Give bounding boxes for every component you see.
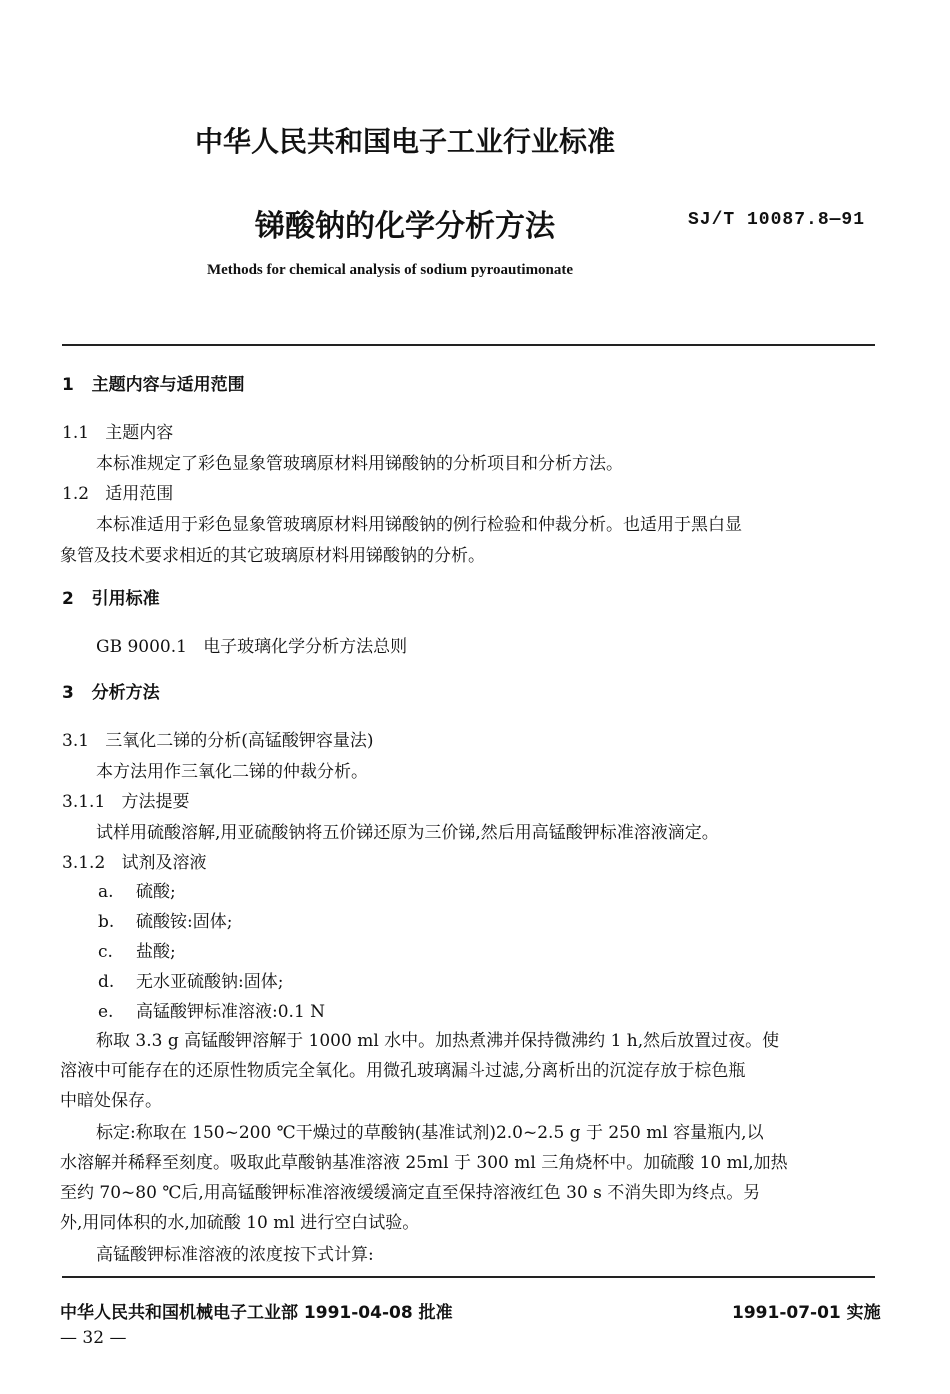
reagent-mark: b. [98, 912, 115, 932]
effective-date: 1991-07-01 实施 [732, 1303, 881, 1323]
section-3-1-1-heading [62, 787, 189, 812]
section-3-heading [62, 678, 160, 703]
section-3-1-heading [62, 726, 374, 751]
paragraph-preparation-line-2: 溶液中可能存在的还原性物质完全氧化。用微孔玻璃漏斗过滤,分离析出的沉淀存放于棕色瓶 [60, 1061, 746, 1081]
section-1-2-heading [62, 479, 173, 504]
section-1-number: 1 [62, 375, 74, 395]
reagent-item [98, 877, 176, 902]
reagent-item [98, 907, 232, 932]
reagent-text: 盐酸; [136, 942, 176, 962]
section-3-title: 分析方法 [91, 683, 160, 703]
reagent-item [98, 967, 283, 992]
standard-code: SJ/T 10087.8—91 [688, 210, 866, 230]
approval-line: 中华人民共和国机械电子工业部 1991-04-08 批准 [60, 1303, 453, 1323]
section-3-1-2-title: 试剂及溶液 [121, 853, 207, 873]
section-1-1-number: 1.1 [62, 423, 90, 443]
paragraph-calibration-line-3: 至约 70~80 ℃后,用高锰酸钾标准溶液缓缓滴定直至保持溶液红色 30 s 不消失即为终点。另 [60, 1183, 761, 1203]
header-divider [62, 344, 875, 346]
section-1-heading [62, 370, 245, 395]
reference-standard [96, 632, 407, 657]
section-3-1-number: 3.1 [62, 731, 90, 751]
document-title: 锑酸钠的化学分析方法 [255, 209, 555, 244]
section-1-2-paragraph-line-2: 象管及技术要求相近的其它玻璃原材料用锑酸钠的分析。 [60, 546, 485, 566]
section-3-number: 3 [62, 683, 74, 703]
paragraph-calibration-line-2: 水溶解并稀释至刻度。吸取此草酸钠基准溶液 25ml 于 300 ml 三角烧杯中。加硫酸 10 ml,加热 [60, 1153, 788, 1173]
section-3-1-2-number: 3.1.2 [62, 853, 106, 873]
section-1-2-title: 适用范围 [105, 484, 174, 504]
section-3-1-1-paragraph: 试样用硫酸溶解,用亚硫酸钠将五价锑还原为三价锑,然后用高锰酸钾标准溶液滴定。 [96, 823, 719, 843]
paragraph-preparation-line-3: 中暗处保存。 [60, 1091, 162, 1111]
reagent-text: 高锰酸钾标准溶液:0.1 N [136, 1002, 326, 1022]
section-2-number: 2 [62, 589, 74, 609]
reagent-item [98, 997, 325, 1022]
reagent-text: 硫酸; [136, 882, 176, 902]
section-3-1-2-heading [62, 848, 206, 873]
section-1-2-paragraph-line-1: 本标准适用于彩色显象管玻璃原材料用锑酸钠的例行检验和仲裁分析。也适用于黑白显 [96, 515, 742, 535]
paragraph-preparation-line-1: 称取 3.3 g 高锰酸钾溶解于 1000 ml 水中。加热煮沸并保持微沸约 1 h,然后放置过夜。使 [96, 1031, 780, 1051]
section-1-1-title: 主题内容 [105, 423, 174, 443]
reagent-text: 无水亚硫酸钠:固体; [136, 972, 284, 992]
reagent-mark: e. [98, 1002, 114, 1022]
paragraph-formula-intro: 高锰酸钾标准溶液的浓度按下式计算: [96, 1245, 374, 1265]
section-3-1-paragraph: 本方法用作三氧化二锑的仲裁分析。 [96, 762, 368, 782]
english-title: Methods for chemical analysis of sodium pyroautimonate [206, 262, 574, 278]
section-2-heading [62, 584, 160, 609]
section-3-1-title: 三氧化二锑的分析(高锰酸钾容量法) [105, 731, 374, 751]
standard-organization: 中华人民共和国电子工业行业标准 [194, 125, 615, 158]
section-2-title: 引用标准 [91, 589, 160, 609]
section-1-title: 主题内容与适用范围 [91, 375, 245, 395]
paragraph-calibration-line-1: 标定:称取在 150~200 ℃干燥过的草酸钠(基准试剂)2.0~2.5 g 于 250 ml 容量瓶内,以 [96, 1123, 764, 1143]
section-1-2-number: 1.2 [62, 484, 90, 504]
footer-divider [62, 1276, 875, 1278]
reagent-mark: a. [98, 882, 114, 902]
reagent-text: 硫酸铵:固体; [136, 912, 233, 932]
section-1-1-heading [62, 418, 173, 443]
page-number: — 32 — [60, 1328, 127, 1348]
section-3-1-1-number: 3.1.1 [62, 792, 106, 812]
reagent-mark: c. [98, 942, 113, 962]
reagent-mark: d. [98, 972, 115, 992]
reference-code: GB 9000.1 [96, 637, 187, 657]
section-3-1-1-title: 方法提要 [121, 792, 190, 812]
section-1-1-paragraph: 本标准规定了彩色显象管玻璃原材料用锑酸钠的分析项目和分析方法。 [96, 454, 623, 474]
reference-title: 电子玻璃化学分析方法总则 [203, 637, 408, 657]
reagent-item [98, 937, 176, 962]
paragraph-calibration-line-4: 外,用同体积的水,加硫酸 10 ml 进行空白试验。 [60, 1213, 420, 1233]
